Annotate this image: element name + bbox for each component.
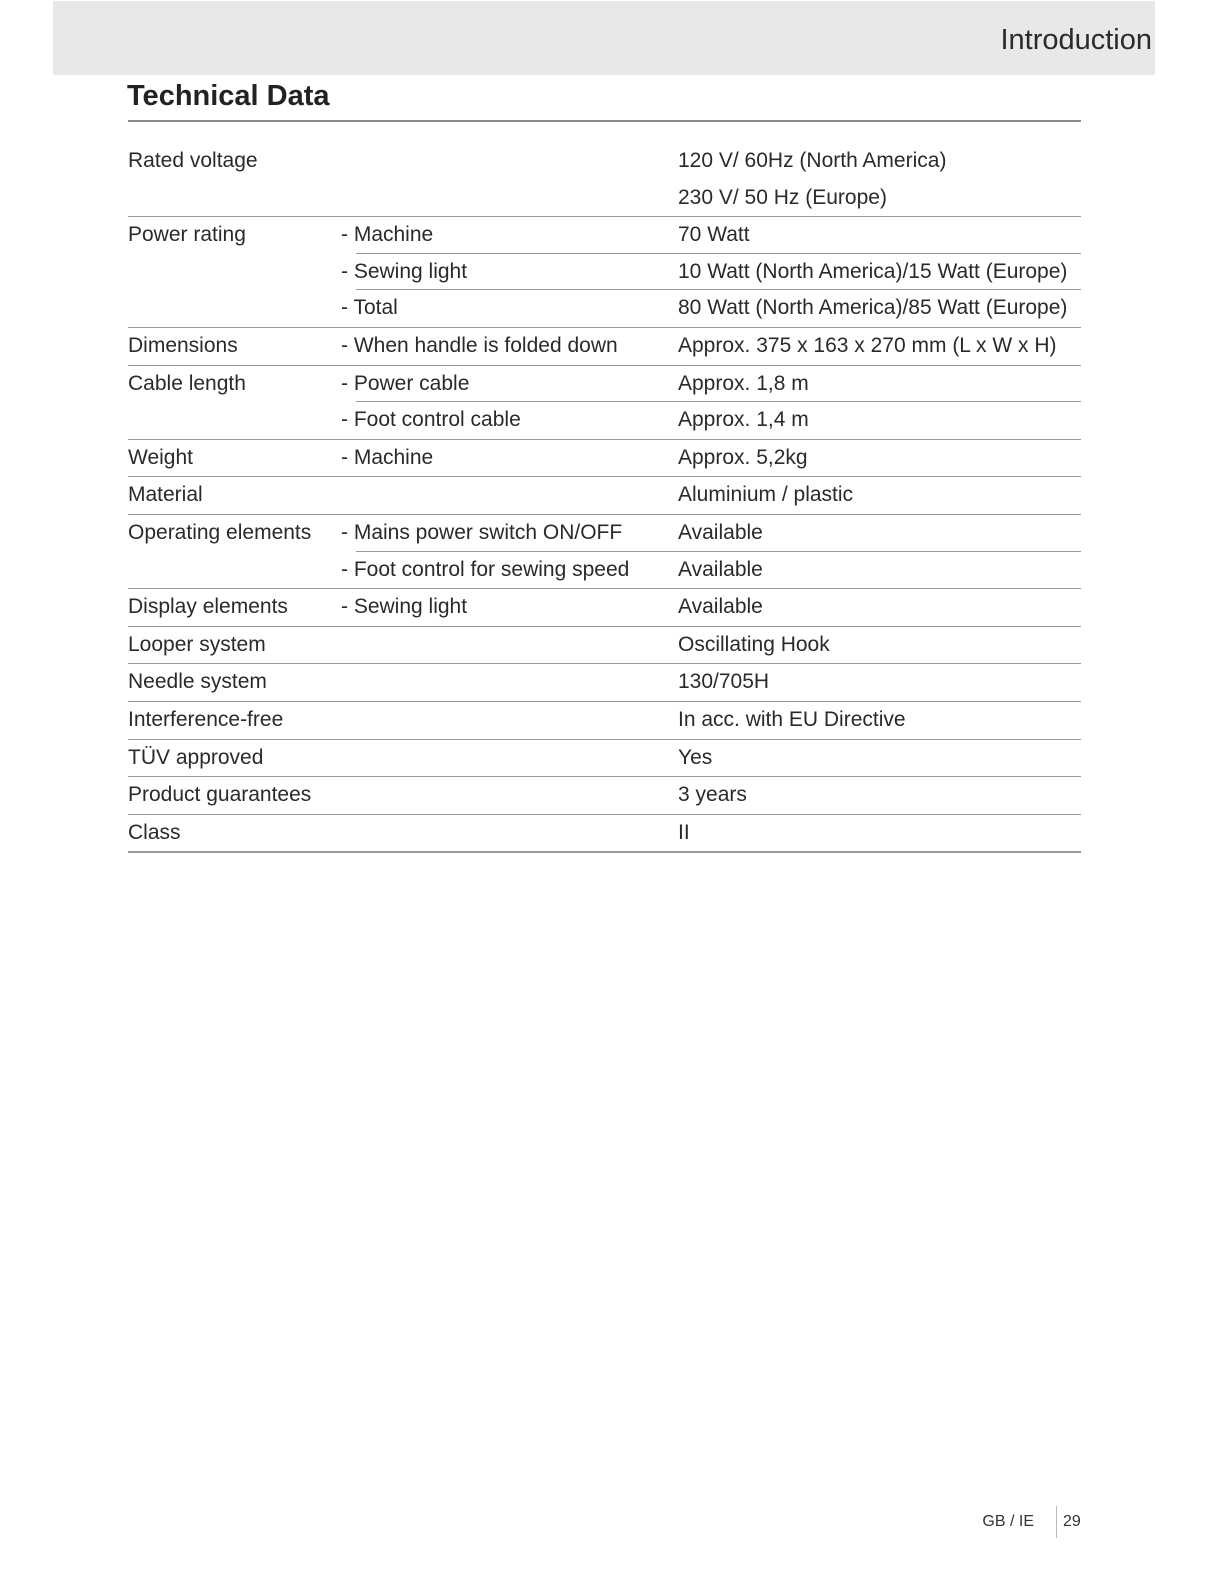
spec-label: Cable length [128, 371, 246, 395]
spec-label: Class [128, 820, 181, 844]
spec-row [128, 740, 1081, 777]
spec-label: Dimensions [128, 333, 238, 357]
spec-row [128, 477, 1081, 514]
spec-row [128, 402, 1081, 439]
page-title: Technical Data [127, 80, 330, 112]
spec-label: TÜV approved [128, 745, 264, 769]
spec-row [128, 627, 1081, 664]
spec-group [128, 740, 1081, 778]
spec-row [128, 552, 1081, 589]
title-rule [128, 120, 1081, 122]
spec-row [128, 290, 1081, 327]
spec-group [128, 589, 1081, 627]
spec-value: 120 V/ 60Hz (North America) [678, 149, 947, 172]
spec-value: Approx. 1,4 m [678, 408, 809, 432]
spec-value: Yes [678, 745, 713, 769]
spec-label: Display elements [128, 595, 288, 619]
spec-sublabel: - Sewing light [341, 259, 468, 283]
spec-group [128, 627, 1081, 665]
spec-value: Approx. 375 x 163 x 270 mm (L x W x H) [678, 333, 1057, 357]
spec-sublabel: - When handle is folded down [341, 333, 618, 357]
spec-group [128, 328, 1081, 366]
spec-sublabel: - Power cable [341, 371, 470, 395]
spec-value: 3 years [678, 783, 747, 807]
spec-label: Looper system [128, 632, 266, 656]
spec-value: Approx. 1,8 m [678, 371, 809, 395]
spec-group [128, 366, 1081, 440]
spec-group [128, 440, 1081, 478]
spec-sublabel: - Machine [341, 445, 434, 469]
spec-label: Material [128, 483, 203, 507]
spec-value: 10 Watt (North America)/15 Watt (Europe) [678, 259, 1068, 283]
spec-row [128, 589, 1081, 626]
footer-divider [1056, 1506, 1057, 1538]
spec-group [128, 664, 1081, 702]
spec-value: 130/705H [678, 670, 770, 694]
spec-row [128, 366, 1081, 403]
spec-value: Available [678, 557, 763, 581]
spec-value: II [678, 820, 690, 844]
spec-label: Product guarantees [128, 783, 312, 807]
spec-row [128, 180, 1081, 217]
spec-row [128, 254, 1081, 291]
footer-language: GB / IE [982, 1513, 1034, 1530]
spec-row [128, 217, 1081, 254]
spec-label: Power rating [128, 223, 246, 247]
spec-sublabel: - Foot control cable [341, 408, 521, 432]
spec-group [128, 515, 1081, 589]
spec-label: Needle system [128, 670, 267, 694]
spec-sublabel: - Sewing light [341, 595, 468, 619]
spec-group [128, 143, 1081, 217]
spec-label: Operating elements [128, 520, 312, 544]
spec-value: 80 Watt (North America)/85 Watt (Europe) [678, 296, 1068, 320]
spec-value: 230 V/ 50 Hz (Europe) [678, 185, 887, 209]
spec-label: Weight [128, 445, 193, 469]
spec-row [128, 328, 1081, 365]
page-number: 29 [1063, 1513, 1081, 1530]
spec-row [128, 515, 1081, 552]
spec-label: Interference-free [128, 707, 284, 731]
spec-group [128, 815, 1081, 854]
spec-value: Approx. 5,2kg [678, 445, 808, 469]
spec-group [128, 477, 1081, 515]
spec-table [128, 143, 1081, 853]
spec-value: Aluminium / plastic [678, 483, 854, 507]
spec-value: Oscillating Hook [678, 632, 830, 656]
header-band [53, 1, 1155, 75]
spec-sublabel: - Machine [341, 223, 434, 247]
spec-row [128, 702, 1081, 739]
spec-group [128, 217, 1081, 328]
spec-row [128, 664, 1081, 701]
spec-row [128, 815, 1081, 852]
spec-row [128, 440, 1081, 477]
spec-row [128, 777, 1081, 814]
section-label: Introduction [1000, 24, 1152, 56]
spec-group [128, 777, 1081, 815]
spec-value: 70 Watt [678, 223, 750, 247]
spec-value: Available [678, 595, 763, 619]
spec-sublabel: - Total [341, 296, 398, 320]
spec-sublabel: - Mains power switch ON/OFF [341, 520, 623, 544]
spec-label: Rated voltage [128, 149, 258, 172]
spec-value: Available [678, 520, 763, 544]
spec-value: In acc. with EU Directive [678, 707, 906, 731]
spec-sublabel: - Foot control for sewing speed [341, 557, 630, 581]
spec-row [128, 143, 1081, 180]
spec-group [128, 702, 1081, 740]
